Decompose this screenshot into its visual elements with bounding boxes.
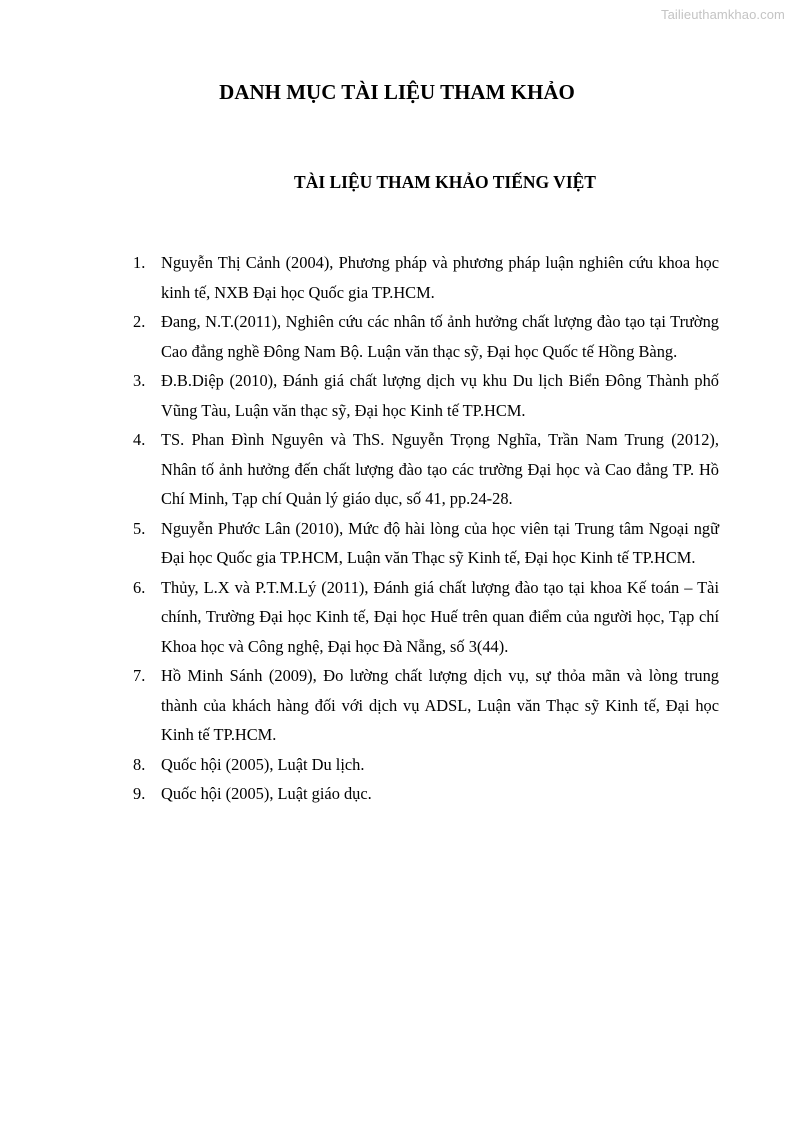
reference-number: 9. [133, 784, 146, 803]
reference-text: Đang, N.T.(2011), Nghiên cứu các nhân tố ảnh hưởng chất lượng đào tạo tại Trường Cao đẳng nghề Đông Nam Bộ. Luận văn thạc sỹ, Đại học Quốc tế Hồng Bàng. [161, 312, 719, 361]
reference-item [0, 750, 719, 780]
reference-item [0, 661, 719, 750]
reference-text: Nguyễn Thị Cảnh (2004), Phương pháp và phương pháp luận nghiên cứu khoa học kinh tế, NXB Đại học Quốc gia TP.HCM. [161, 253, 719, 302]
reference-number: 3. [133, 371, 146, 390]
reference-item [0, 248, 719, 307]
section-heading: TÀI LIỆU THAM KHẢO TIẾNG VIỆT [294, 172, 596, 192]
page-title: DANH MỤC TÀI LIỆU THAM KHẢO [219, 80, 575, 104]
reference-text: Quốc hội (2005), Luật giáo dục. [161, 784, 372, 803]
reference-text: Đ.B.Diệp (2010), Đánh giá chất lượng dịch vụ khu Du lịch Biển Đông Thành phố Vũng Tàu, Luận văn thạc sỹ, Đại học Kinh tế TP.HCM. [161, 371, 719, 420]
reference-number: 1. [133, 253, 146, 272]
reference-item [0, 779, 719, 809]
reference-item [0, 366, 719, 425]
reference-number: 5. [133, 518, 146, 538]
reference-text: TS. Phan Đình Nguyên và ThS. Nguyễn Trọng Nghĩa, Trần Nam Trung (2012), Nhân tố ảnh hưởng đến chất lượng đào tạo các trường Đại học và Cao đẳng TP. Hồ Chí Minh, Tạp chí Quản lý giáo dục, số 41, pp.24-28. [161, 430, 719, 508]
reference-item [0, 307, 719, 366]
reference-text: Nguyễn Phước Lân (2010), Mức độ hài lòng của học viên tại Trung tâm Ngoại ngữ Đại học Quốc gia TP.HCM, Luận văn Thạc sỹ Kinh tế, Đại học Kinh tế TP.HCM. [161, 518, 719, 567]
reference-text: Quốc hội (2005), Luật Du lịch. [161, 754, 365, 774]
reference-item [0, 514, 719, 573]
reference-text: Hồ Minh Sánh (2009), Đo lường chất lượng dịch vụ, sự thỏa mãn và lòng trung thành của khách hàng đối với dịch vụ ADSL, Luận văn Thạc sỹ Kinh tế, Đại học Kinh tế TP.HCM. [161, 666, 719, 744]
reference-text: Thủy, L.X và P.T.M.Lý (2011), Đánh giá chất lượng đào tạo tại khoa Kế toán – Tài chính, Trường Đại học Kinh tế, Đại học Huế trên quan điểm của người học, Tạp chí Khoa học và Công nghệ, Đại học Đà Nẵng, số 3(44). [161, 577, 719, 656]
reference-item [0, 573, 719, 662]
reference-number: 8. [133, 754, 146, 774]
reference-number: 4. [133, 430, 146, 449]
reference-item [0, 425, 719, 514]
reference-number: 6. [133, 577, 146, 597]
reference-number: 2. [133, 312, 146, 331]
watermark: Tailieuthamkhao.com [660, 7, 785, 22]
reference-list [0, 248, 794, 809]
reference-number: 7. [133, 666, 146, 685]
